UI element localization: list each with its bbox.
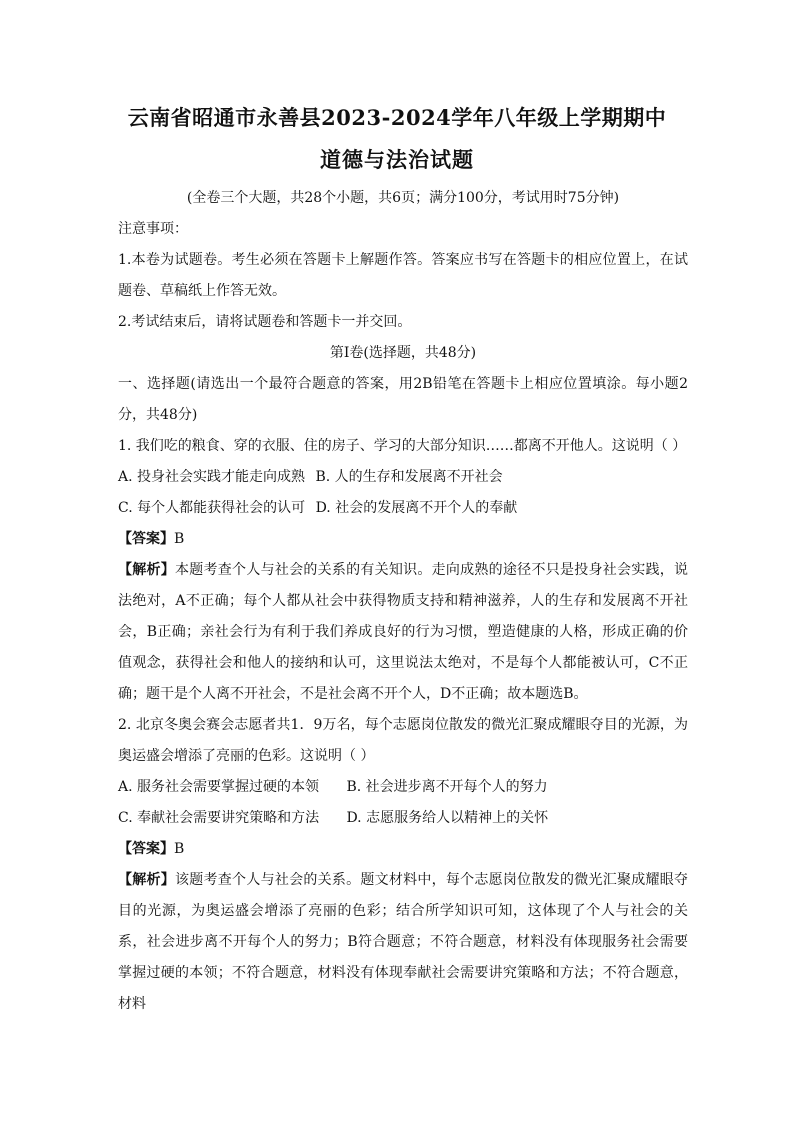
question-1-option-a: A. 投身社会实践才能走向成熟 xyxy=(118,469,306,485)
question-2-option-b: B. 社会进步离不开每个人的努力 xyxy=(346,779,548,795)
question-2-options-row-2 xyxy=(118,803,688,834)
exam-title: 云南省昭通市永善县2023-2024学年八年级上学期期中 xyxy=(127,105,667,130)
question-1-analysis: 【解析】本题考查个人与社会的关系的有关知识。走向成熟的途径不只是投身社会实践，说法绝对，A不正确；每个人都从社会中获得物质支持和精神滋养，人的生存和发展离不开社会，B正确；亲社会行为有利于我们养成良好的行为习惯，塑造健康的人格，形成正确的价值观念，获得社会和他人的接纳和认可，这里说法太绝对，不是每个人都能被认可，C不正确；题干是个人离不开社会，不是社会离不开个人，D不正确；故本题选B。 xyxy=(118,562,689,702)
notes-heading: 注意事项： xyxy=(118,221,188,237)
question-1-stem: 1. 我们吃的粮食、穿的衣服、住的房子、学习的大部分知识……都离不开他人。这说明（ ） xyxy=(118,438,687,454)
exam-content xyxy=(118,183,688,1020)
question-1-option-b: B. 人的生存和发展离不开社会 xyxy=(315,469,503,485)
question-1-options-row-2 xyxy=(118,493,688,524)
question-1-options-row-1 xyxy=(118,462,688,493)
question-1-answer: 【答案】B xyxy=(118,531,185,547)
question-2-answer: 【答案】B xyxy=(118,841,185,857)
exam-info: (全卷三个大题，共28个小题，共6页；满分100分，考试用时75分钟) xyxy=(186,190,620,206)
note-item-2: 2.考试结束后，请将试题卷和答题卡一并交回。 xyxy=(118,314,412,330)
question-2-option-a: A. 服务社会需要掌握过硬的本领 xyxy=(118,779,320,795)
label-tag: 【答案】 xyxy=(118,841,174,857)
question-2-option-c: C. 奉献社会需要讲究策略和方法 xyxy=(118,810,320,826)
label-tag: 【答案】 xyxy=(118,531,174,547)
question-1-option-d: D. 社会的发展离不开个人的奉献 xyxy=(315,500,518,516)
label-tag: 【解析】 xyxy=(118,872,176,888)
volume-heading: 第Ⅰ卷(选择题，共48分) xyxy=(329,345,477,361)
question-2-stem: 2. 北京冬奥会赛会志愿者共1．9万名，每个志愿岗位散发的微光汇聚成耀眼夺目的光源，为奥运盛会增添了亮丽的色彩。这说明（ ） xyxy=(118,717,688,764)
label-tag: 【解析】 xyxy=(118,562,176,578)
question-2-option-d: D. 志愿服务给人以精神上的关怀 xyxy=(346,810,549,826)
exam-subtitle: 道德与法治试题 xyxy=(320,147,474,172)
question-2-options-row-1 xyxy=(118,772,688,803)
question-2-analysis: 【解析】该题考查个人与社会的关系。题文材料中，每个志愿岗位散发的微光汇聚成耀眼夺目的光源，为奥运盛会增添了亮丽的色彩；结合所学知识可知，这体现了个人与社会的关系，社会进步离不开每个人的努力；B符合题意；不符合题意，材料没有体现服务社会需要掌握过硬的本领；不符合题意，材料没有体现奉献社会需要讲究策略和方法；不符合题意，材料 xyxy=(118,872,689,1012)
note-item-1: 1.本卷为试题卷。考生必须在答题卡上解题作答。答案应书写在答题卡的相应位置上，在试题卷、草稿纸上作答无效。 xyxy=(118,252,688,299)
question-1-option-c: C. 每个人都能获得社会的认可 xyxy=(118,500,306,516)
section-instructions: 一、选择题(请选出一个最符合题意的答案，用2B铅笔在答题卡上相应位置填涂。每小题2分，共48分) xyxy=(118,376,688,423)
